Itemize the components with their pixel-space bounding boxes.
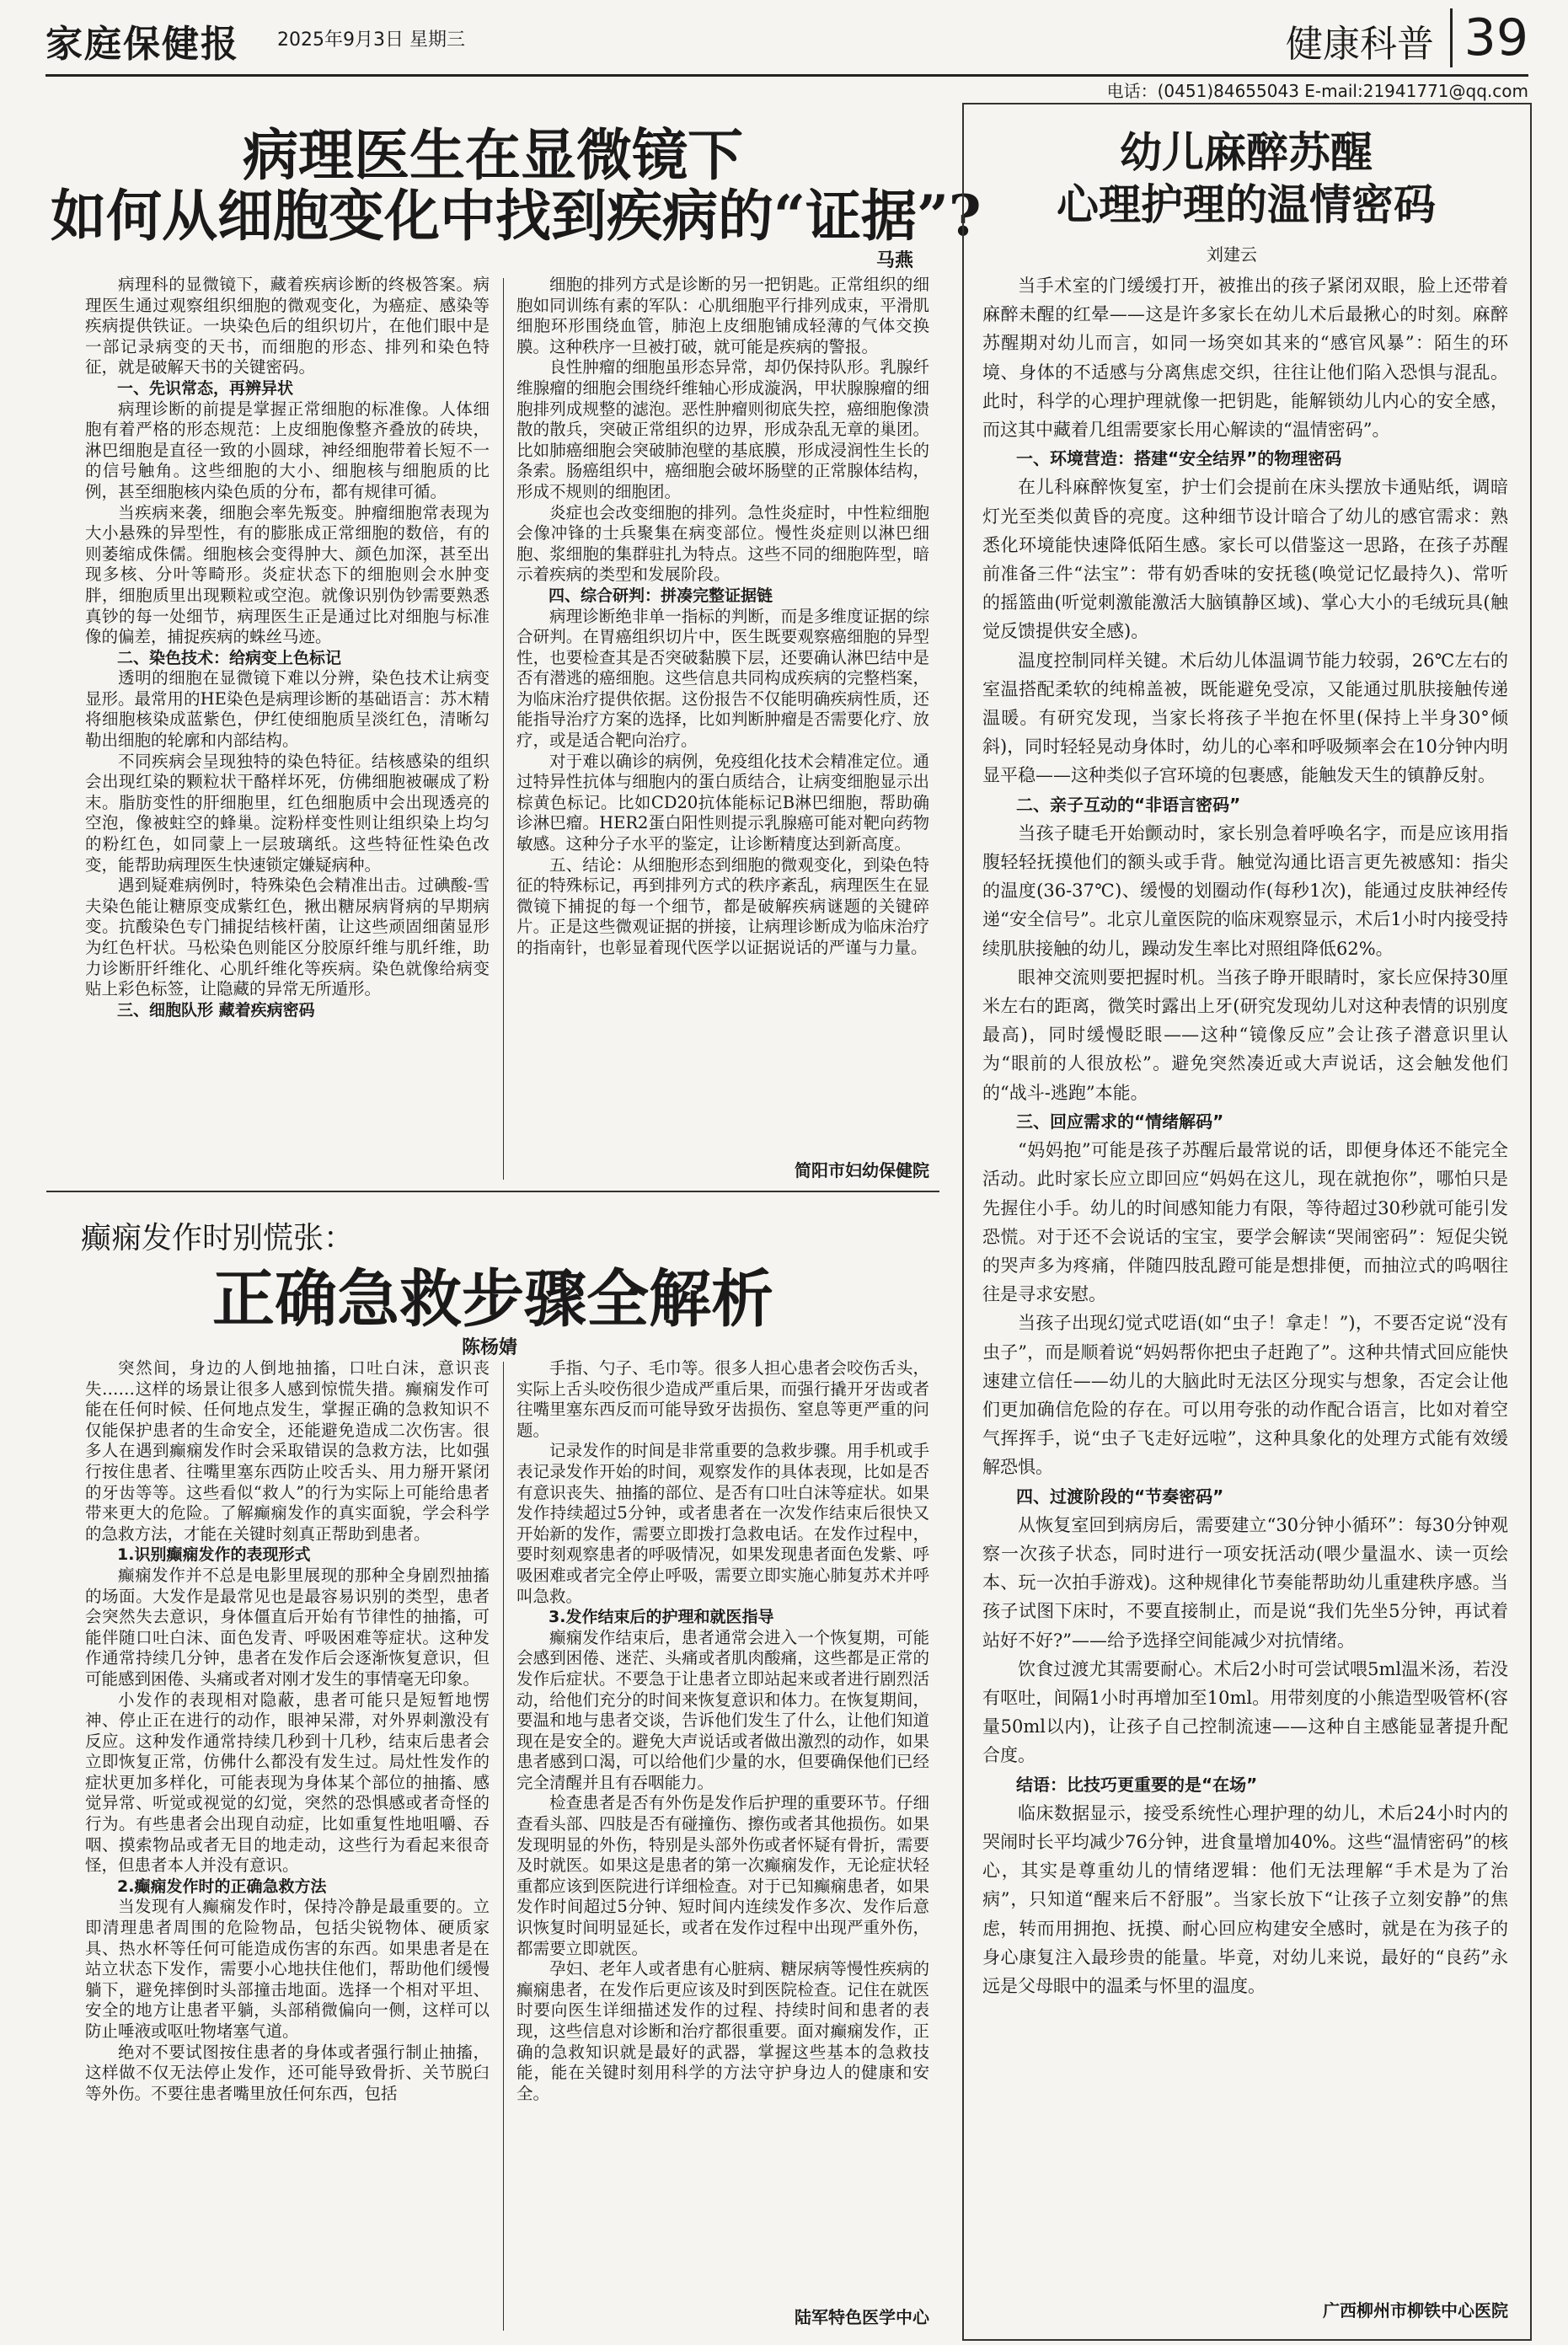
article3-title-line2: 心理护理的温情密码 [1057, 179, 1436, 229]
paragraph: 五、结论：从细胞形态到细胞的微观变化，到染色特征的特殊标记，再到排列方式的秩序紊乱，病理医生在显微镜下捕捉的每一个细节，都是破解疾病谜题的关键碎片。正是这些微观证据的拼接，让病理诊断成为临床治疗的指南针，也彰显着现代医学以证据说话的严谨与力量。 [516, 854, 929, 957]
article1-column-2 [516, 275, 929, 1075]
article-separator [46, 1191, 939, 1192]
paragraph: 癫痫发作结束后，患者通常会进入一个恢复期，可能会感到困倦、迷茫、头痛或者肌肉酸痛，这些都是正常的发作后症状。不要急于让患者立即站起来或者进行剧烈活动，给他们充分的时间来恢复意识和体力。在恢复期间，要温和地与患者交谈，告诉他们发生了什么，让他们知道现在是安全的。避免大声说话或者做出激烈的动作，如果患者感到口渴，可以给他们少量的水，但要确保他们已经完全清醒并且有吞咽能力。 [516, 1627, 929, 1792]
article2-column-2 [516, 1358, 929, 2294]
paragraph: 孕妇、老年人或者患有心脏病、糖尿病等慢性疾病的癫痫患者，在发作后更应该及时到医院检查。记住在就医时要向医生详细描述发作的过程、持续时间和患者的表现，这些信息对诊断和治疗都很重要。面对癫痫发作，正确的急救知识就是最好的武器，掌握这些基本的急救技能，能在关键时刻用科学的方法守护身边人的健康和安全。 [516, 1959, 929, 2103]
article2-source: 陆军特色医学中心 [795, 2307, 929, 2327]
column-divider [503, 1362, 504, 2331]
article2-title: 正确急救步骤全解析 [212, 1263, 773, 1336]
paragraph: 眼神交流则要把握时机。当孩子睁开眼睛时，家长应保持30厘米左右的距离，微笑时露出上牙(研究发现幼儿对这种表情的识别度最高)，同时缓慢眨眼——这种“镜像反应”会让孩子潜意识里认为“眼前的人很放松”。避免突然凑近或大声说话，这会触发他们的“战斗-逃跑”本能。 [982, 966, 1508, 1103]
paragraph: 细胞的排列方式是诊断的另一把钥匙。正常组织的细胞如同训练有素的军队：心肌细胞平行排列成束，平滑肌细胞环形围绕血管，肺泡上皮细胞铺成轻薄的气体交换膜。这种秩序一旦被打破，就可能是疾病的警报。 [516, 275, 929, 356]
section-heading: 二、亲子互动的“非语言密码” [1016, 794, 1241, 815]
section-heading: 2.癫痫发作时的正确急救方法 [117, 1877, 327, 1896]
masthead-rule [45, 74, 1528, 77]
article1-title-line1: 病理医生在显微镜下 [243, 122, 743, 188]
article2-author: 陈杨婧 [462, 1337, 518, 1358]
paragraph: 从恢复室回到病房后，需要建立“30分钟小循环”：每30分钟观察一次孩子状态，同时进行一项安抚活动(喂少量温水、读一页绘本、玩一次拍手游戏)。这种规律化节奏能帮助幼儿重建秩序感。当孩子试图下床时，不要直接制止，而是说“我们先坐5分钟，再试着站好不好?”——给予选择空间能减少对抗情绪。 [982, 1514, 1508, 1651]
article3-source: 广西柳州市柳铁中心医院 [1323, 2300, 1508, 2321]
section-heading: 三、回应需求的“情绪解码” [1016, 1111, 1224, 1132]
paragraph: 炎症也会改变细胞的排列。急性炎症时，中性粒细胞会像冲锋的士兵聚集在病变部位。慢性炎症则以淋巴细胞、浆细胞的集群驻扎为特点。这些不同的细胞阵型，暗示着疾病的类型和发展阶段。 [516, 502, 929, 585]
section-heading: 1.识别癫痫发作的表现形式 [117, 1545, 311, 1565]
paragraph: 不同疾病会呈现独特的染色特征。结核感染的组织会出现红染的颗粒状干酪样坏死，仿佛细胞被碾成了粉末。脂肪变性的肝细胞里，红色细胞质中会出现透亮的空泡，像被蛀空的蜂巢。淀粉样变性则让组织染上均匀的粉红色，如同蒙上一层玻璃纸。这些特征性染色改变，能帮助病理医生快速锁定嫌疑病种。 [85, 751, 490, 875]
section-heading: 二、染色技术：给病变上色标记 [117, 648, 342, 667]
section-name: 健康科普 [1286, 23, 1434, 66]
section-heading: 3.发作结束后的护理和就医指导 [549, 1608, 774, 1627]
paragraph: 突然间，身边的人倒地抽搐，口吐白沫，意识丧失……这样的场景让很多人感到惊慌失措。癫痫发作可能在任何时候、任何地点发生，掌握正确的急救知识不仅能保护患者的生命安全，还能避免造成二次伤害。很多人在遇到癫痫发作时会采取错误的急救方法，比如强行按住患者、往嘴里塞东西防止咬舌头、用力掰开紧闭的牙齿等等。这些看似“救人”的行为实际上可能给患者带来更大的危险。了解癫痫发作的真实面貌，学会科学的急救方法，才能在关键时刻真正帮助到患者。 [85, 1358, 490, 1544]
paragraph: 绝对不要试图按住患者的身体或者强行制止抽搐，这样做不仅无法停止发作，还可能导致骨折、关节脱臼等外伤。不要往患者嘴里放任何东西，包括 [85, 2042, 490, 2103]
section-heading: 三、细胞队形 藏着疾病密码 [117, 1000, 315, 1020]
column-divider [503, 278, 504, 1180]
section-heading: 四、过渡阶段的“节奏密码” [1016, 1486, 1224, 1507]
paragraph: 病理诊断的前提是掌握正常细胞的标准像。人体细胞有着严格的形态规范：上皮细胞像整齐叠放的砖块，淋巴细胞是直径一致的小圆球，神经细胞带着长短不一的信号触角。这些细胞的大小、细胞核与细胞质的比例，甚至细胞核内染色质的分布，都有规律可循。 [85, 399, 490, 501]
paragraph: 当疾病来袭，细胞会率先叛变。肿瘤细胞常表现为大小悬殊的异型性，有的膨胀成正常细胞的数倍，有的则萎缩成侏儒。细胞核会变得肿大、颜色加深，甚至出现多核、分叶等畸形。炎症状态下的细胞则会水肿变胖，细胞质里出现颗粒或空泡。就像识别伪钞需要熟悉真钞的每一处细节，病理医生正是通过比对细胞与标准像的偏差，捕捉疾病的蛛丝马迹。 [85, 502, 490, 647]
article3-body [982, 271, 1508, 2283]
paragraph: 对于难以确诊的病例，免疫组化技术会精准定位。通过特异性抗体与细胞内的蛋白质结合，让病变细胞显示出棕黄色标记。比如CD20抗体能标记B淋巴细胞，帮助确诊淋巴瘤。HER2蛋白阳性则提示乳腺癌可能对靶向药物敏感。这种分子水平的鉴定，让诊断精度达到新高度。 [516, 751, 929, 854]
paragraph: 临床数据显示，接受系统性心理护理的幼儿，术后24小时内的哭闹时长平均减少76分钟，进食量增加40%。这些“温情密码”的核心，其实是尊重幼儿的情绪逻辑：他们无法理解“手术是为了治病”，只知道“醒来后不舒服”。当家长放下“让孩子立刻安静”的焦虑，转而用拥抱、抚摸、耐心回应构建安全感时，就是在为孩子的身心康复注入最珍贵的能量。毕竟，对幼儿来说，最好的“良药”永远是父母眼中的温柔与怀里的温度。 [982, 1802, 1508, 1996]
paper-name: 家庭保健报 [45, 23, 239, 66]
masthead [45, 10, 1528, 76]
section-heading: 一、环境营造：搭建“安全结界”的物理密码 [1016, 448, 1342, 469]
paragraph: 温度控制同样关键。术后幼儿体温调节能力较弱，26℃左右的室温搭配柔软的纯棉盖被，既能避免受凉，又能通过肌肤接触传递温暖。有研究发现，当家长将孩子半抱在怀里(保持上半身30°倾斜)，同时轻轻晃动身体时，幼儿的心率和呼吸频率会在10分钟内明显平稳——这种类似子宫环境的包裹感，能触发天生的镇静反射。 [982, 650, 1508, 786]
page-number: 39 [1450, 8, 1528, 67]
paragraph: 当手术室的门缓缓打开，被推出的孩子紧闭双眼，脸上还带着麻醉未醒的红晕——这是许多家长在幼儿术后最揪心的时刻。麻醉苏醒期对幼儿而言，如同一场突如其来的“感官风暴”：陌生的环境、身体的不适感与分离焦虑交织，往往让他们陷入恐惧与混乱。此时，科学的心理护理就像一把钥匙，能解锁幼儿内心的安全感，而这其中藏着几组需要家长用心解读的“温情密码”。 [982, 276, 1508, 441]
article1-source: 简阳市妇幼保健院 [795, 1160, 929, 1181]
article3-title-line1: 幼儿麻醉苏醒 [1120, 127, 1373, 177]
article2-column-1 [85, 1358, 490, 2327]
article2-kicker: 癫痫发作时别慌张： [81, 1221, 355, 1255]
paragraph: 当孩子睫毛开始颤动时，家长别急着呼唤名字，而是应该用指腹轻轻抚摸他们的额头或手背。触觉沟通比语言更先被感知：指尖的温度(36-37℃)、缓慢的划圈动作(每秒1次)，能通过皮肤神经传递“安全信号”。北京儿童医院的临床观察显示，术后1小时内接受持续肌肤接触的幼儿，躁动发生率比对照组降低62%。 [982, 822, 1508, 959]
article1-title-line2: 如何从细胞变化中找到疾病的“证据”? [51, 183, 982, 249]
paragraph: 透明的细胞在显微镜下难以分辨，染色技术让病变显形。最常用的HE染色是病理诊断的基础语言：苏木精将细胞核染成蓝紫色，伊红使细胞质呈淡红色，清晰勾勒出细胞的轮廓和内部结构。 [85, 668, 490, 751]
paragraph: 小发作的表现相对隐蔽，患者可能只是短暂地愣神、停止正在进行的动作，眼神呆滞，对外界刺激没有反应。这种发作通常持续几秒到十几秒，结束后患者会立即恢复正常，仿佛什么都没有发生过。局灶性发作的症状更加多样化，可能表现为身体某个部位的抽搐、感觉异常、听觉或视觉的幻觉，突然的恐惧感或者奇怪的行为。有些患者会出现自动症，比如重复性地咀嚼、吞咽、摸索物品或者无目的地走动，这些行为看起来很奇怪，但患者本人并没有意识。 [85, 1689, 490, 1876]
paragraph: 检查患者是否有外伤是发作后护理的重要环节。仔细查看头部、四肢是否有碰撞伤、擦伤或者其他损伤。如果发现明显的外伤，特别是头部外伤或者怀疑有骨折，需要及时就医。如果这是患者的第一次癫痫发作，无论症状轻重都应该到医院进行详细检查。对于已知癫痫患者，如果发作时间超过5分钟、短时间内连续发作多次、发作后意识恢复时间明显延长，或者在发作过程中出现严重外伤，都需要立即就医。 [516, 1793, 929, 1958]
article3-author: 刘建云 [1207, 244, 1257, 265]
paragraph: 当发现有人癫痫发作时，保持冷静是最重要的。立即清理患者周围的危险物品，包括尖锐物体、硬质家具、热水杯等任何可能造成伤害的东西。如果患者是在站立状态下发作，需要小心地扶住他们，帮助他们缓慢躺下，避免摔倒时头部撞击地面。选择一个相对平坦、安全的地方让患者平躺，头部稍微偏向一侧，这样可以防止唾液或呕吐物堵塞气道。 [85, 1897, 490, 2041]
paragraph: 饮食过渡尤其需要耐心。术后2小时可尝试喂5ml温米汤，若没有呕吐，间隔1小时再增加至10ml。用带刻度的小熊造型吸管杯(容量50ml以内)，让孩子自己控制流速——这种自主感能显著提升配合度。 [982, 1658, 1508, 1766]
paragraph: 记录发作的时间是非常重要的急救步骤。用手机或手表记录发作开始的时间，观察发作的具体表现，比如是否有意识丧失、抽搐的部位、是否有口吐白沫等症状。如果发作持续超过5分钟，或者患者在一次发作结束后很快又开始新的发作，需要立即拨打急救电话。在发作过程中，要时刻观察患者的呼吸情况，如果发现患者面色发紫、呼吸困难或者完全停止呼吸，需要立即实施心肺复苏术并呼叫急救。 [516, 1441, 929, 1606]
article1-column-1 [85, 275, 490, 1185]
paragraph: 手指、勺子、毛巾等。很多人担心患者会咬伤舌头，实际上舌头咬伤很少造成严重后果，而强行撬开牙齿或者往嘴里塞东西反而可能导致牙齿损伤、窒息等更严重的问题。 [516, 1358, 929, 1440]
paragraph: 当孩子出现幻觉式呓语(如“虫子！拿走！”)，不要否定说“没有虫子”，而是顺着说“妈妈帮你把虫子赶跑了”。这种共情式回应能快速建立信任——幼儿的大脑此时无法区分现实与想象，否定会让他们更加确信危险的存在。可以用夸张的动作配合语言，比如对着空气挥挥手，说“虫子飞走好远啦”，这种具象化的处理方式能有效缓解恐惧。 [982, 1313, 1508, 1478]
paragraph: 病理科的显微镜下，藏着疾病诊断的终极答案。病理医生通过观察组织细胞的微观变化，为癌症、感染等疾病提供铁证。一块染色后的组织切片，在他们眼中是一部记录病变的天书，而细胞的形态、排列和染色特征，就是破解天书的关键密码。 [85, 275, 490, 377]
paragraph: 癫痫发作并不总是电影里展现的那种全身剧烈抽搐的场面。大发作是最常见也是最容易识别的类型，患者会突然失去意识，身体僵直后开始有节律性的抽搐，可能伴随口吐白沫、面色发青、呼吸困难等症状。这种发作通常持续几分钟，患者在发作后会逐渐恢复意识，但可能感到困倦、头痛或者对刚才发生的事情毫无印象。 [85, 1565, 490, 1689]
paragraph: 良性肿瘤的细胞虽形态异常，却仍保持队形。乳腺纤维腺瘤的细胞会围绕纤维轴心形成漩涡，甲状腺腺瘤的细胞排列成规整的滤泡。恶性肿瘤则彻底失控，癌细胞像溃散的散兵，突破正常组织的边界，形成杂乱无章的巢团。比如肺癌细胞会突破肺泡壁的基底膜，形成浸润性生长的条索。肠癌组织中，癌细胞会破坏肠壁的正常腺体结构，形成不规则的细胞团。 [516, 357, 929, 501]
section-heading: 四、综合研判：拼凑完整证据链 [549, 586, 773, 605]
section-heading: 一、先识常态，再辨异状 [117, 378, 294, 398]
article1-author: 马燕 [876, 250, 914, 271]
paragraph: 病理诊断绝非单一指标的判断，而是多维度证据的综合研判。在胃癌组织切片中，医生既要观察癌细胞的异型性，也要检查其是否突破黏膜下层，还要确认淋巴结中是否有潜逃的癌细胞。这些信息共同构成疾病的完整档案，为临床治疗提供依据。这份报告不仅能明确疾病性质，还能指导治疗方案的选择，比如判断肿瘤是否需要化疗、放疗，或是适合靶向治疗。 [516, 606, 929, 751]
paragraph: 在儿科麻醉恢复室，护士们会提前在床头摆放卡通贴纸，调暗灯光至类似黄昏的亮度。这种细节设计暗合了幼儿的感官需求：熟悉化环境能快速降低陌生感。家长可以借鉴这一思路，在孩子苏醒前准备三件“法宝”：带有奶香味的安抚毯(唤觉记忆最持久)、常听的摇篮曲(听觉刺激能激活大脑镇静区域)、掌心大小的毛绒玩具(触觉反馈提供安全感)。 [982, 477, 1508, 642]
section-heading: 结语：比技巧更重要的是“在场” [1016, 1774, 1258, 1795]
paragraph: “妈妈抱”可能是孩子苏醒后最常说的话，即便身体还不能完全活动。此时家长应立即回应“妈妈在这儿，现在就抱你”，哪怕只是先握住小手。幼儿的时间感知能力有限，等待超过30秒就可能引发恐慌。对于还不会说话的宝宝，要学会解读“哭闹密码”：短促尖锐的哭声多为疼痛，伴随四肢乱蹬可能是想排便，而抽泣式的呜咽往往是寻求安慰。 [982, 1140, 1508, 1305]
contact-info: 电话：(0451)84655043 E-mail:21941771@qq.com [1106, 81, 1528, 101]
issue-date: 2025年9月3日 星期三 [277, 29, 465, 51]
paragraph: 遇到疑难病例时，特殊染色会精准出击。过碘酸-雪夫染色能让糖原变成紫红色，揪出糖尿病肾病的早期病变。抗酸染色专门捕捉结核杆菌，让这些顽固细菌显形为红色杆状。马松染色则能区分胶原纤维与肌纤维，助力诊断肝纤维化、心肌纤维化等疾病。染色就像给病变贴上彩色标签，让隐藏的异常无所遁形。 [85, 875, 490, 999]
